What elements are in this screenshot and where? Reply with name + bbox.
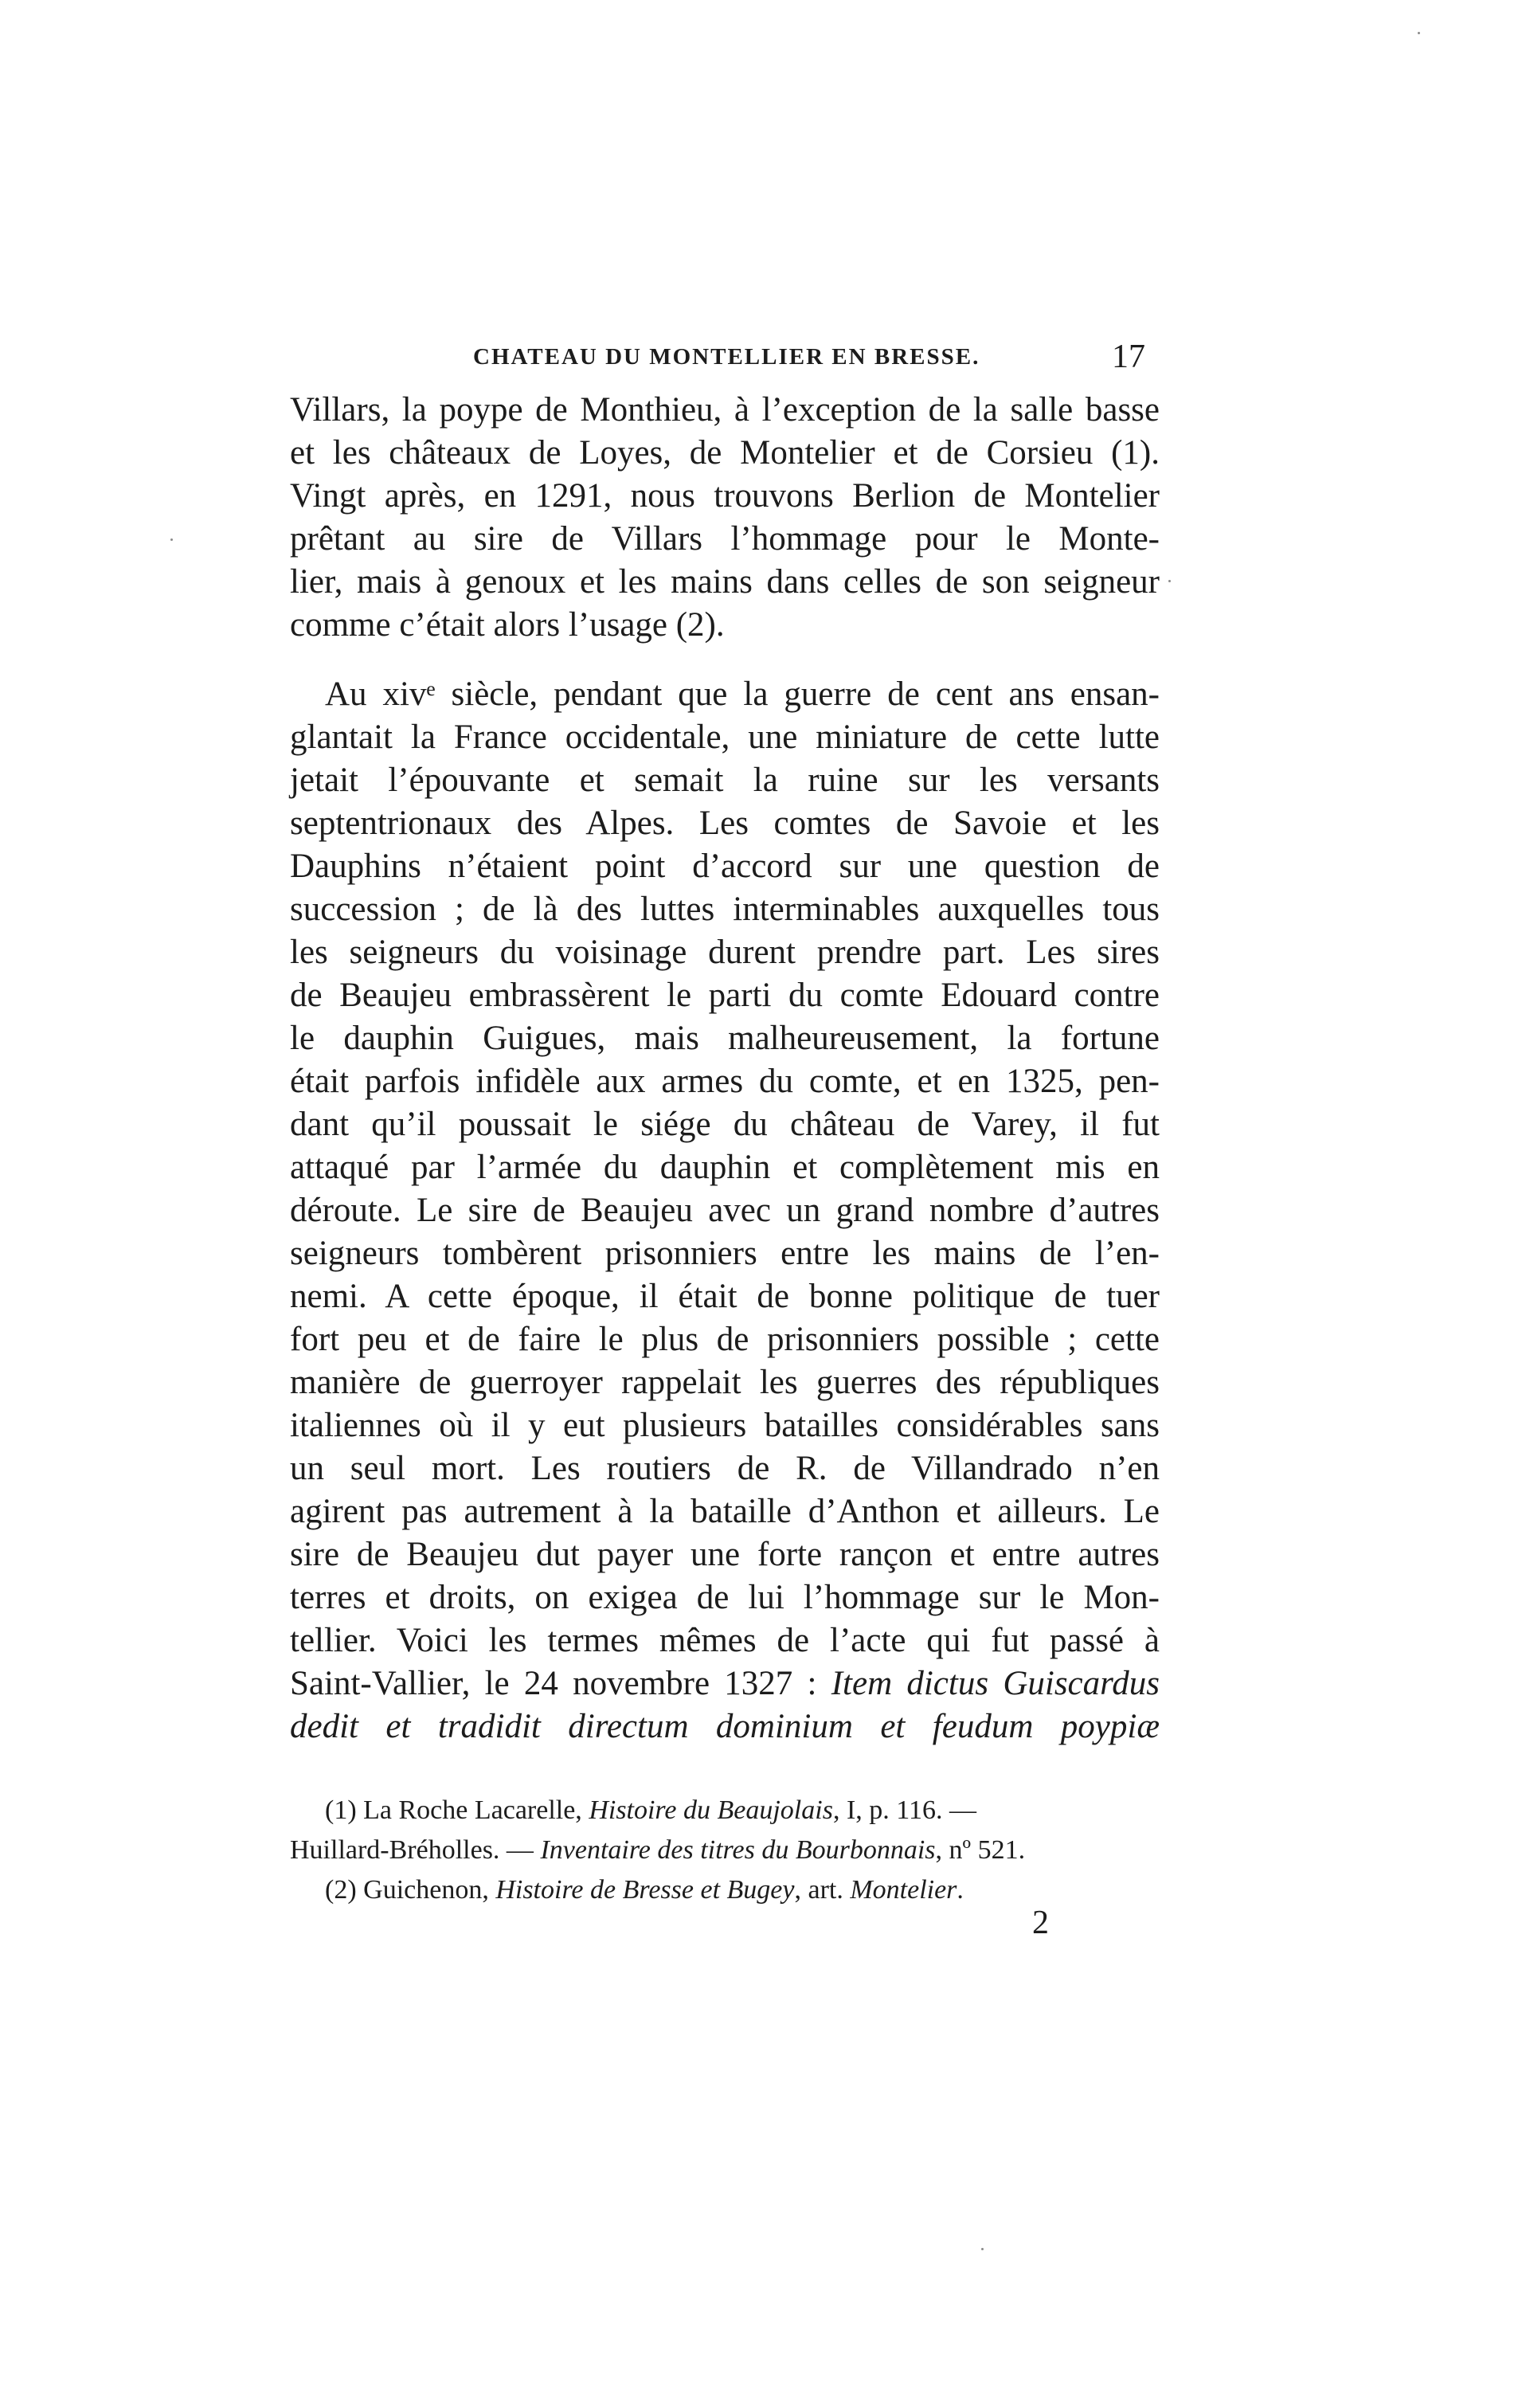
paper-speck xyxy=(1168,580,1171,582)
text-line: Vingt après, en 1291, nous trouvons Berlion de Montelier xyxy=(290,477,1160,515)
text-line: le dauphin Guigues, mais malheureusement, la fortune xyxy=(290,1020,1160,1057)
text-line: tellier. Voici les termes mêmes de l’acte qui fut passé à xyxy=(290,1622,1160,1659)
paper-speck xyxy=(1418,32,1420,34)
footnote-text: , I, p. 116. — xyxy=(832,1795,976,1825)
running-title: CHATEAU DU MONTELLIER EN BRESSE. xyxy=(473,344,980,370)
text-line: manière de guerroyer rappelait les guerres des républiques xyxy=(290,1364,1160,1401)
text-line: agirent pas autrement à la bataille d’Anthon et ailleurs. Le xyxy=(290,1493,1160,1530)
page-number: 17 xyxy=(1112,339,1145,375)
italic-latin-quote: Item dictus Guiscardus xyxy=(831,1665,1160,1702)
text-line: Villars, la poype de Monthieu, à l’exception de la salle basse xyxy=(290,391,1160,429)
footnote-text: (1) La Roche Lacarelle, xyxy=(325,1795,589,1825)
footnote-2 xyxy=(290,1870,1160,1910)
footnotes xyxy=(290,1791,1160,1910)
text-line: glantait la France occidentale, une miniature de cette lutte xyxy=(290,718,1160,756)
text-line: succession ; de là des luttes interminables auxquelles tous xyxy=(290,891,1160,928)
paragraph-2 xyxy=(290,673,1160,1748)
text-line: jetait l’épouvante et semait la ruine sur les versants xyxy=(290,762,1160,799)
text-line: attaqué par l’armée du dauphin et complètement mis en xyxy=(290,1149,1160,1186)
footnote-text: , art. xyxy=(794,1875,851,1905)
footnote-title: Histoire de Bresse et Bugey xyxy=(495,1875,795,1905)
text-line: Au xivᵉ siècle, pendant que la guerre de cent ans ensan- xyxy=(325,675,1160,713)
paragraph-1 xyxy=(290,389,1160,647)
footnote-1-continued xyxy=(290,1830,1160,1870)
paper-speck xyxy=(170,538,173,541)
footnote-text: Huillard-Bréholles. — xyxy=(290,1835,541,1865)
italic-latin-quote: dedit et tradidit directum dominium et feudum poypiæ xyxy=(290,1708,1160,1745)
text-line: comme c’était alors l’usage (2). xyxy=(290,606,725,644)
text-line: terres et droits, on exigea de lui l’hommage sur le Mon- xyxy=(290,1579,1160,1616)
text-line: nemi. A cette époque, il était de bonne politique de tuer xyxy=(290,1278,1160,1315)
running-head xyxy=(290,338,1160,382)
text-line: dant qu’il poussait le siége du château de Varey, il fut xyxy=(290,1106,1160,1143)
text-line: seigneurs tombèrent prisonniers entre les mains de l’en- xyxy=(290,1235,1160,1272)
text-line: était parfois infidèle aux armes du comte, et en 1325, pen- xyxy=(290,1063,1160,1100)
footnote-text: . xyxy=(957,1875,964,1905)
text-line: prêtant au sire de Villars l’hommage pour le Monte- xyxy=(290,520,1160,558)
text-line: septentrionaux des Alpes. Les comtes de Savoie et les xyxy=(290,805,1160,842)
text-segment: Saint-Vallier, le 24 novembre 1327 : xyxy=(290,1665,831,1702)
text-line-mixed xyxy=(290,1662,1160,1705)
text-line: déroute. Le sire de Beaujeu avec un grand nombre d’autres xyxy=(290,1192,1160,1229)
footnote-title: Inventaire des titres du Bourbonnais xyxy=(540,1835,936,1865)
text-line: fort peu et de faire le plus de prisonniers possible ; cette xyxy=(290,1321,1160,1358)
text-line: italiennes où il y eut plusieurs batailles considérables sans xyxy=(290,1407,1160,1444)
signature-mark: 2 xyxy=(1032,1905,1049,1941)
text-line: de Beaujeu embrassèrent le parti du comte Edouard contre xyxy=(290,977,1160,1014)
footnote-title: Histoire du Beaujolais xyxy=(589,1795,833,1825)
footnote-text: (2) Guichenon, xyxy=(325,1875,496,1905)
text-line: sire de Beaujeu dut payer une forte rançon et entre autres xyxy=(290,1536,1160,1573)
footnote-1 xyxy=(290,1791,1160,1830)
footnote-title: Montelier xyxy=(850,1875,957,1905)
footnote-text: , nº 521. xyxy=(935,1835,1026,1865)
text-line: les seigneurs du voisinage durent prendre part. Les sires xyxy=(290,934,1160,971)
paper-speck xyxy=(981,2248,984,2250)
text-line: un seul mort. Les routiers de R. de Villandrado n’en xyxy=(290,1450,1160,1487)
text-line: lier, mais à genoux et les mains dans celles de son seigneur xyxy=(290,563,1160,601)
text-line: Dauphins n’étaient point d’accord sur une question de xyxy=(290,848,1160,885)
text-line: et les châteaux de Loyes, de Montelier et de Corsieu (1). xyxy=(290,434,1160,472)
